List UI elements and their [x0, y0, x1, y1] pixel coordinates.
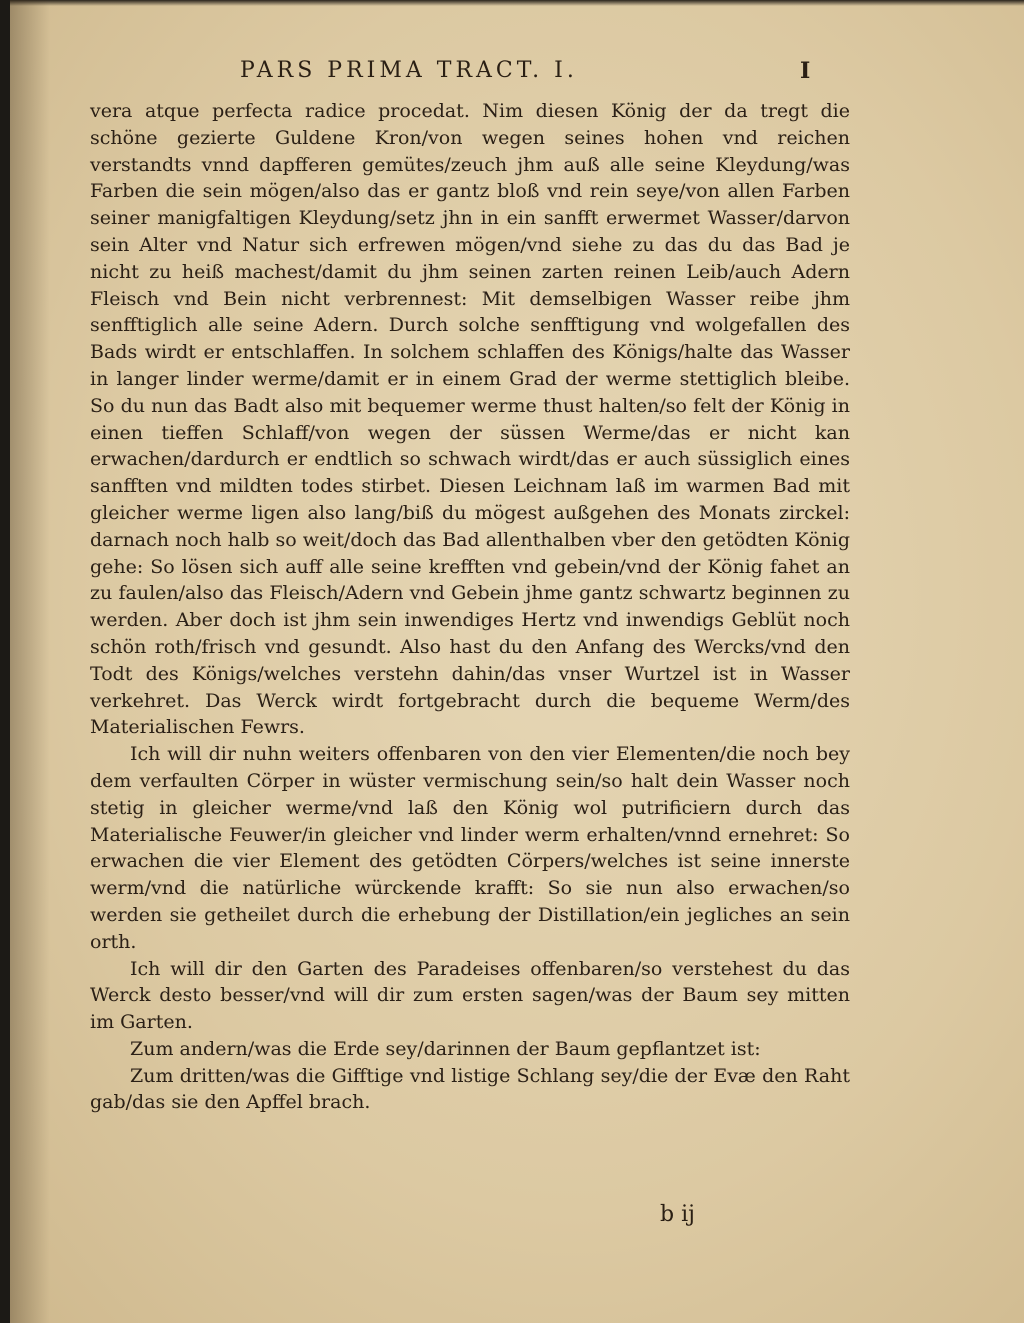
- paragraph-5: Zum dritten/was die Gifftige vnd listige Schlang sey/die der Evæ den Raht gab/das sie den Apffel brach.: [90, 1064, 850, 1114]
- page-top-edge: [10, 0, 1024, 6]
- body-text: [90, 98, 850, 1116]
- signature-mark: b ij: [660, 1202, 695, 1227]
- running-title: PARS PRIMA TRACT. I.: [240, 58, 578, 83]
- running-header: [240, 58, 840, 94]
- paragraph-4: Zum andern/was die Erde sey/darinnen der Baum gepflantzet ist:: [130, 1037, 761, 1060]
- book-page: [10, 0, 1024, 1323]
- page-number: I: [800, 58, 815, 84]
- paragraph-1: vera atque perfecta radice procedat. Nim diesen König der da tregt die schöne gezierte Guldene Kron/von wegen seines hohen vnd reichen verstandts vnnd dapfferen gemütes/zeuch jhm auß alle seine Kleydung/was Farben die sein mögen/also das er gantz bloß vnd rein seye/von allen Farben seiner manigfaltigen Kleydung/setz jhn in ein sanfft erwermet Wasser/darvon sein Alter vnd Natur sich erfrewen mögen/vnd siehe zu das du das Bad je nicht zu heiß machest/damit du jhm seinen zarten reinen Leib/auch Adern Fleisch vnd Bein nicht verbrennest: Mit demselbigen Wasser reibe jhm senfftiglich alle seine Adern. Durch solche senfftigung vnd wolgefallen des Bads wirdt er entschlaffen. In solchem schlaffen des Königs/halte das Wasser in langer linder werme/damit er in einem Grad der werme stettiglich bleibe. So du nun das Badt also mit bequemer werme thust halten/so felt der König in einen tieffen Schlaff/von wegen der süssen Werme/das er nicht kan erwachen/dardurch er endtlich so schwach wirdt/das er auch süssiglich eines sanfften vnd mildten todes stirbet. Diesen Leichnam laß im warmen Bad mit gleicher werme ligen also lang/biß du mögest außgehen des Monats zirckel: darnach noch halb so weit/doch das Bad allenthalben vber den getödten König gehe: So lösen sich auff alle seine krefften vnd gebein/vnd der König fahet an zu faulen/also das Fleisch/Adern vnd Gebein jhme gantz schwartz beginnen zu werden. Aber doch ist jhm sein inwendiges Hertz vnd inwendigs Geblüt noch schön roth/frisch vnd gesundt. Also hast du den Anfang des Wercks/vnd den Todt des Königs/welches verstehn dahin/das vnser Wurtzel ist in Wasser verkehret. Das Werck wirdt fortgebracht durch die bequeme Werm/des Materialischen Fewrs.: [90, 100, 850, 739]
- paragraph-2: Ich will dir nuhn weiters offenbaren von den vier Elementen/die noch bey dem verfaulten Cörper in wüster vermischung sein/so halt dein Wasser noch stetig in gleicher werme/vnd laß den König wol putrificiern durch das Materialische Feuwer/in gleicher vnd linder werm erhalten/vnnd ernehret: So erwachen die vier Element des getödten Cörpers/welches ist seine innerste werm/vnd die natürliche würckende krafft: So sie nun also erwachen/so werden sie getheilet durch die erhebung der Distillation/ein jegliches an sein orth.: [90, 743, 850, 953]
- paragraph-3: Ich will dir den Garten des Paradeises offenbaren/so verstehest du das Werck desto besser/vnd will dir zum ersten sagen/was der Baum sey mitten im Garten.: [90, 957, 850, 1034]
